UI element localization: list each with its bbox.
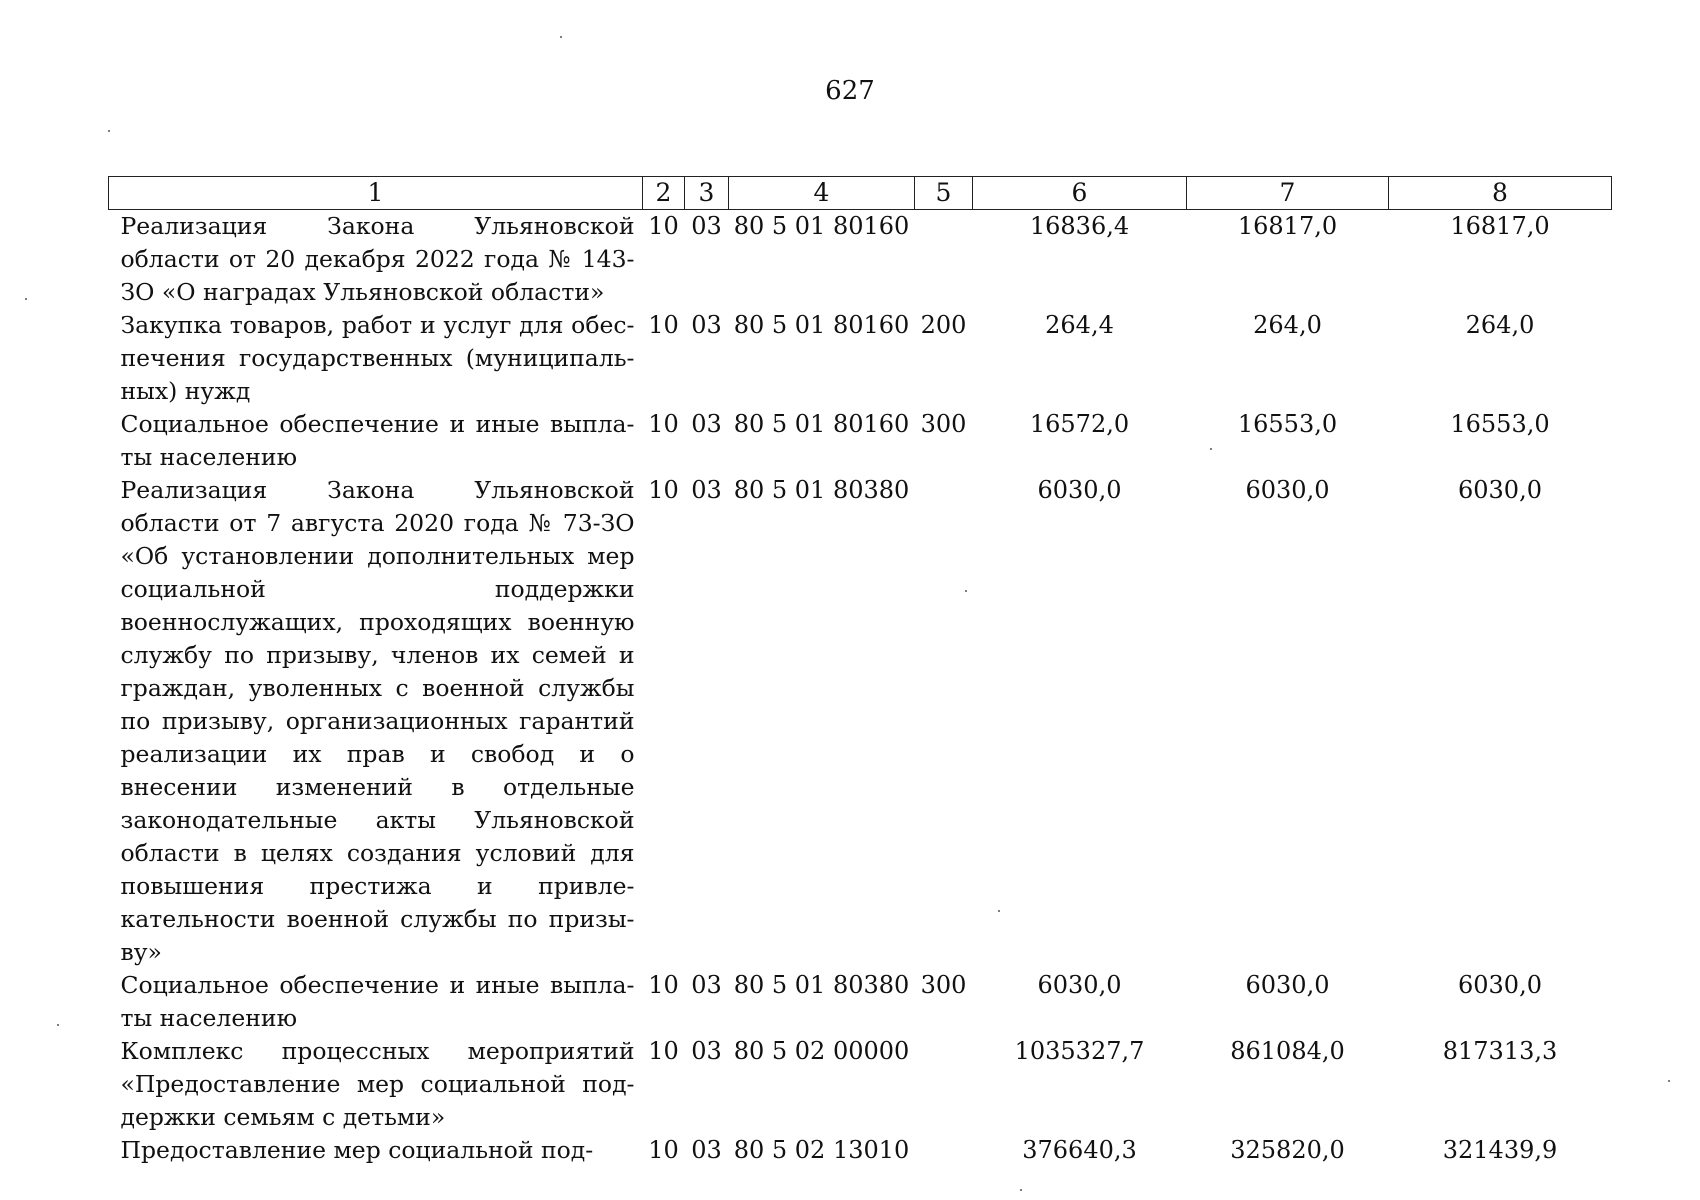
header-col-7: 7 [1187, 177, 1389, 210]
row-name: Социальное обеспечение и иные выплаты населению [120, 971, 635, 1032]
table-header-row [109, 177, 1612, 210]
row-target-code: 80 5 02 00000 [733, 1037, 910, 1065]
row-value-8: 16817,0 [1450, 212, 1550, 240]
row-target-code: 80 5 01 80380 [733, 476, 910, 504]
row-value-7: 325820,0 [1230, 1136, 1345, 1164]
table-row [109, 1134, 1612, 1167]
row-name: Комплекс процессных мероприятий «Предоставление мер социальной поддержки семьям с детьми» [120, 1037, 635, 1131]
row-expense-type [915, 210, 973, 310]
row-subsection: 03 [691, 410, 722, 438]
scan-speck [1668, 1080, 1670, 1082]
row-target-code: 80 5 01 80160 [733, 311, 910, 339]
row-value-7: 16553,0 [1237, 410, 1338, 438]
row-subsection: 03 [691, 311, 722, 339]
row-name: Социальное обеспечение и иные выплаты населению [120, 410, 635, 471]
scan-speck [560, 36, 562, 38]
row-value-6: 1035327,7 [1014, 1037, 1145, 1065]
scan-speck [1020, 1189, 1022, 1191]
row-section: 10 [648, 1136, 679, 1164]
row-subsection: 03 [691, 212, 722, 240]
row-value-8: 817313,3 [1442, 1037, 1558, 1065]
scan-speck [1210, 448, 1212, 450]
row-name: Закупка товаров, работ и услуг для обеспечения государственных (муниципальных) нужд [120, 311, 635, 405]
row-value-6: 16572,0 [1029, 410, 1130, 438]
header-col-2: 2 [643, 177, 685, 210]
scan-speck [998, 910, 1000, 912]
header-col-1: 1 [109, 177, 643, 210]
row-section: 10 [648, 311, 679, 339]
row-value-6: 6030,0 [1037, 971, 1122, 999]
table-row [109, 210, 1612, 310]
row-subsection: 03 [691, 476, 722, 504]
row-target-code: 80 5 01 80160 [733, 212, 910, 240]
row-value-7: 16817,0 [1237, 212, 1338, 240]
row-value-6: 264,4 [1045, 311, 1114, 339]
row-value-6: 6030,0 [1037, 476, 1122, 504]
row-expense-type: 200 [920, 311, 967, 339]
row-expense-type [915, 1134, 973, 1167]
row-value-8: 321439,9 [1442, 1136, 1558, 1164]
row-value-8: 6030,0 [1458, 476, 1542, 504]
header-col-8: 8 [1389, 177, 1612, 210]
row-section: 10 [648, 1037, 679, 1065]
row-target-code: 80 5 02 13010 [733, 1136, 910, 1164]
row-expense-type [915, 474, 973, 969]
table-row [109, 969, 1612, 1035]
scan-speck [108, 130, 110, 132]
table-row [109, 408, 1612, 474]
row-value-8: 264,0 [1465, 311, 1535, 339]
row-section: 10 [648, 476, 679, 504]
row-name: Реализация Закона Ульяновской области от 20 декабря 2022 года № 143-ЗО «О наградах Ульяновской области» [120, 212, 635, 306]
table-row [109, 474, 1612, 969]
row-value-7: 6030,0 [1245, 476, 1330, 504]
scan-speck [965, 590, 967, 592]
row-value-7: 861084,0 [1230, 1037, 1345, 1065]
row-value-6: 16836,4 [1029, 212, 1130, 240]
row-name: Реализация Закона Ульяновской области от 7 августа 2020 года № 73-ЗО «Об установлении дополнительных мер социальной поддержки военнослужащих, проходящих военную службу по призыву, членов их семей и граждан, уволенных с военной службы по призыву, организационных гарантий реализации их прав и свобод и о внесении изменений в отдельные законодательные акты Ульяновской области в целях создания условий для повышения престижа и привлекательности военной службы по призыву» [120, 476, 635, 966]
scan-speck [57, 1024, 59, 1026]
page-number: 627 [825, 76, 875, 106]
row-subsection: 03 [691, 971, 722, 999]
header-col-4: 4 [729, 177, 915, 210]
row-subsection: 03 [691, 1136, 722, 1164]
row-expense-type: 300 [920, 410, 967, 438]
table-row [109, 309, 1612, 408]
row-name: Предоставление мер социальной под- [120, 1136, 594, 1164]
row-expense-type: 300 [920, 971, 967, 999]
row-value-8: 16553,0 [1450, 410, 1550, 438]
row-value-8: 6030,0 [1458, 971, 1542, 999]
budget-table [108, 176, 1612, 1167]
row-value-7: 6030,0 [1245, 971, 1330, 999]
scan-speck [25, 298, 27, 300]
header-col-6: 6 [973, 177, 1187, 210]
row-value-6: 376640,3 [1022, 1136, 1137, 1164]
header-col-3: 3 [685, 177, 729, 210]
table-row [109, 1035, 1612, 1134]
row-section: 10 [648, 971, 679, 999]
row-expense-type [915, 1035, 973, 1134]
row-target-code: 80 5 01 80380 [733, 971, 910, 999]
row-subsection: 03 [691, 1037, 722, 1065]
row-target-code: 80 5 01 80160 [733, 410, 910, 438]
row-section: 10 [648, 410, 679, 438]
row-value-7: 264,0 [1253, 311, 1322, 339]
header-col-5: 5 [915, 177, 973, 210]
row-section: 10 [648, 212, 679, 240]
